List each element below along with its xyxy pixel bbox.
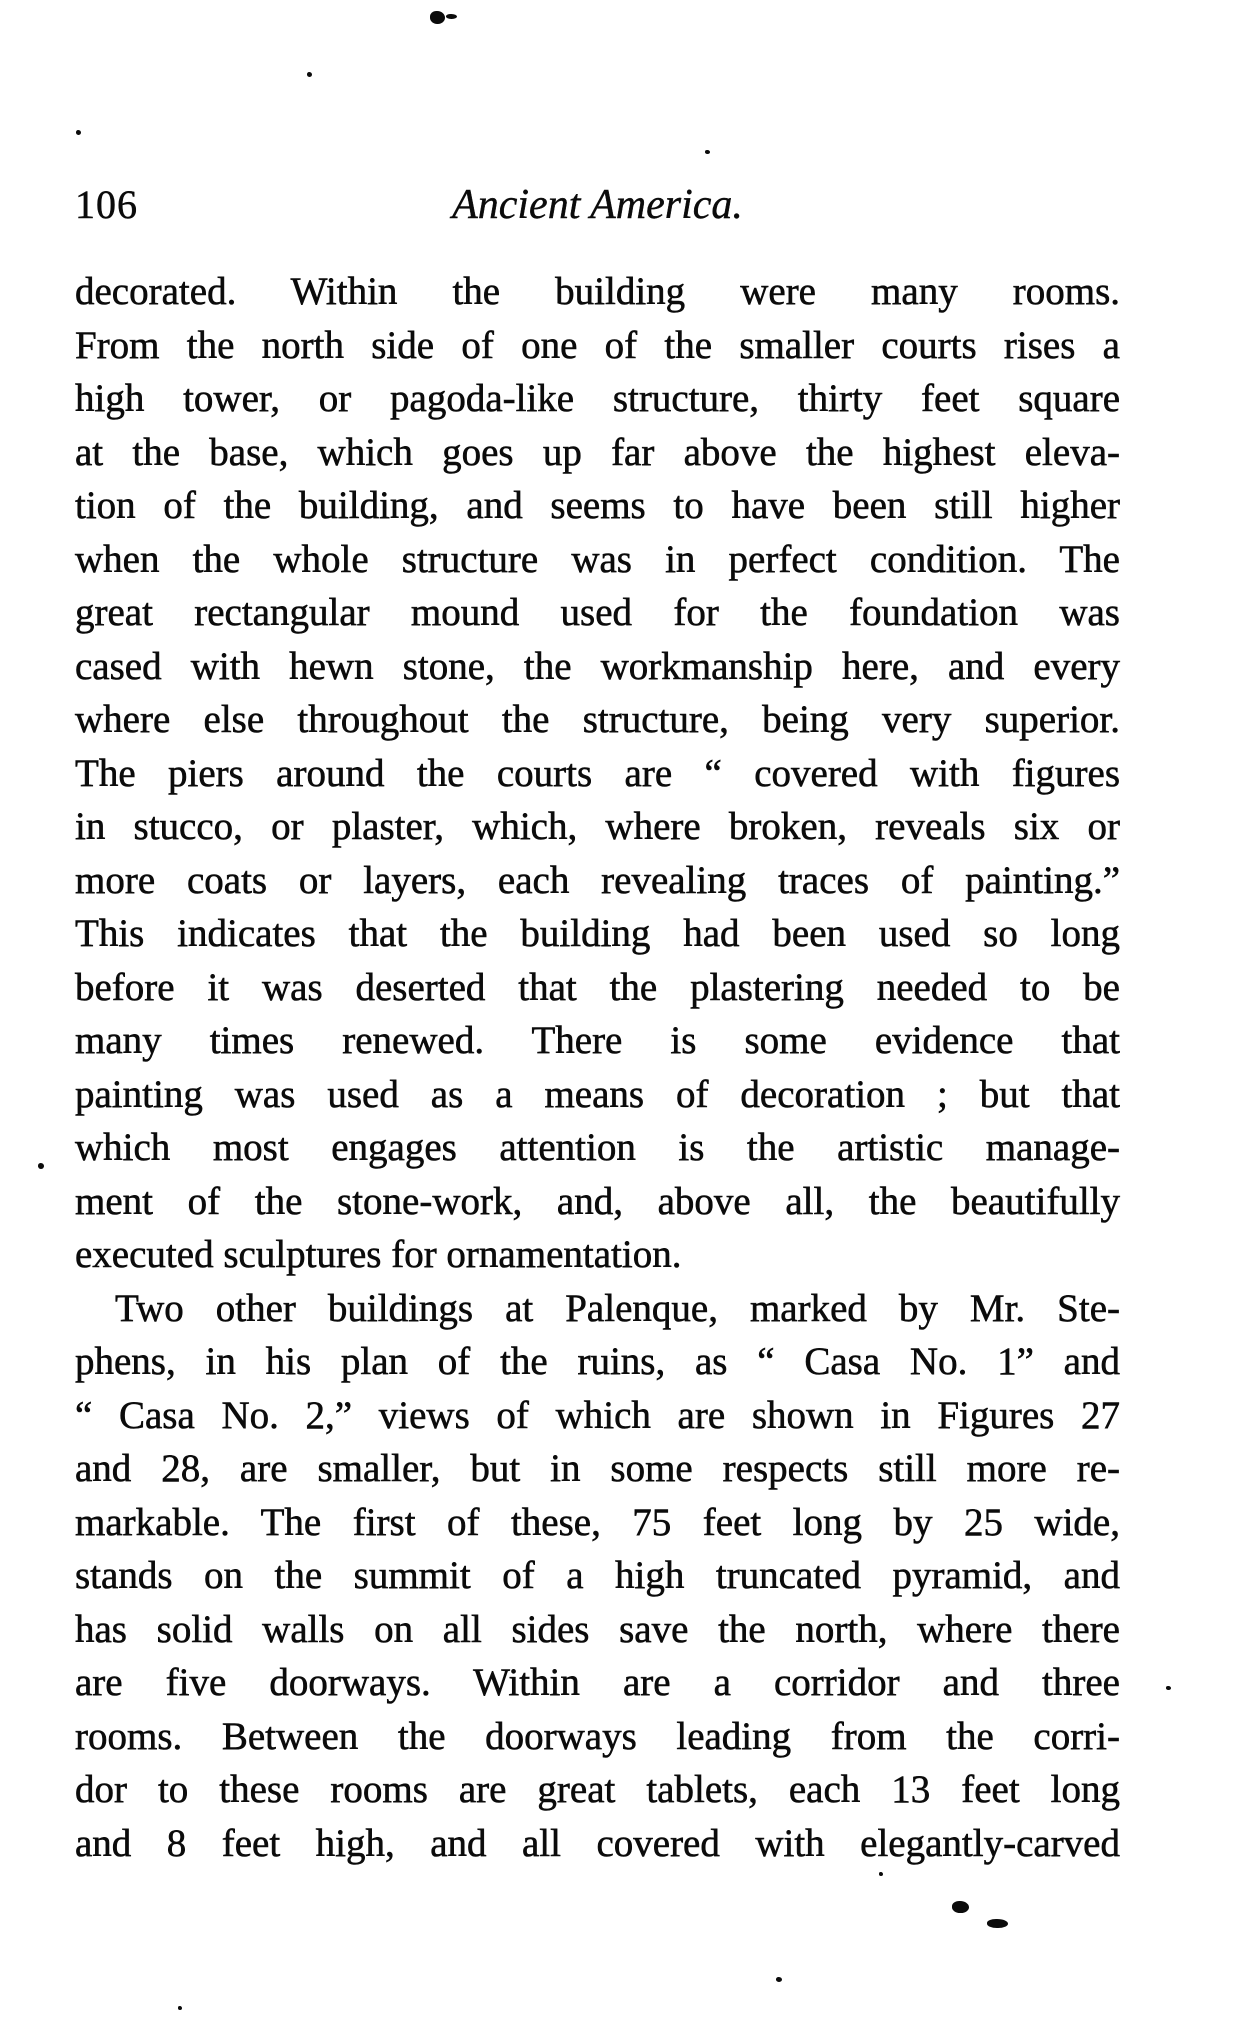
ink-speck (38, 1163, 44, 1169)
running-title: Ancient America. (452, 182, 743, 228)
text-line: rooms. Between the doorways leading from the corri- (75, 1714, 1120, 1758)
ink-speck (705, 150, 710, 154)
ink-speck (430, 11, 445, 24)
text-line: and 8 feet high, and all covered with elegantly-carved (75, 1821, 1120, 1865)
text-line: Two other buildings at Palenque, marked by Mr. Ste- (115, 1286, 1120, 1330)
text-line: The piers around the courts are “ covered with figures (75, 751, 1120, 795)
ink-speck (776, 1977, 782, 1982)
text-line: phens, in his plan of the ruins, as “ Casa No. 1” and (75, 1340, 1120, 1383)
ink-speck (178, 2006, 182, 2010)
text-line: stands on the summit of a high truncated pyramid, and (75, 1554, 1120, 1597)
text-line: great rectangular mound used for the foundation was (75, 591, 1120, 634)
text-line: before it was deserted that the plastering needed to be (75, 965, 1120, 1009)
text-line: and 28, are smaller, but in some respects still more re- (75, 1447, 1120, 1490)
text-line: markable. The first of these, 75 feet long by 25 wide, (75, 1500, 1120, 1544)
text-line: when the whole structure was in perfect condition. The (75, 537, 1120, 581)
text-line: dor to these rooms are great tablets, each 13 feet long (75, 1768, 1120, 1811)
ink-speck (307, 72, 312, 77)
text-line: tion of the building, and seems to have been still higher (75, 484, 1120, 527)
text-line: cased with hewn stone, the workmanship here, and every (75, 644, 1120, 688)
text-line: has solid walls on all sides save the north, where there (75, 1607, 1120, 1651)
text-line: This indicates that the building had been used so long (75, 912, 1120, 955)
text-line: which most engages attention is the artistic manage- (75, 1126, 1120, 1169)
text-line: in stucco, or plaster, which, where broken, reveals six or (75, 805, 1120, 848)
text-line: where else throughout the structure, being very superior. (75, 698, 1120, 741)
text-line: executed sculptures for ornamentation. (75, 1233, 682, 1276)
text-line: “ Casa No. 2,” views of which are shown in Figures 27 (75, 1393, 1120, 1437)
text-line: decorated. Within the building were many rooms. (75, 270, 1120, 313)
page-number: 106 (75, 182, 138, 227)
page-header (75, 182, 1120, 232)
text-line: many times renewed. There is some evidence that (75, 1019, 1120, 1062)
text-line: more coats or layers, each revealing traces of painting.” (75, 858, 1120, 902)
text-line: at the base, which goes up far above the highest eleva- (75, 430, 1120, 474)
ink-speck (76, 130, 81, 135)
ink-speck (1166, 1686, 1171, 1690)
text-line: ment of the stone-work, and, above all, the beautifully (75, 1179, 1120, 1223)
page-body-text (75, 265, 1120, 1870)
text-line: From the north side of one of the smaller courts rises a (75, 323, 1120, 367)
ink-speck (987, 1919, 1008, 1928)
text-line: are five doorways. Within are a corridor and three (75, 1661, 1120, 1704)
text-line: high tower, or pagoda-like structure, thirty feet square (75, 377, 1120, 420)
text-line: painting was used as a means of decoration ; but that (75, 1072, 1120, 1116)
ink-speck (879, 1872, 883, 1876)
ink-speck (446, 14, 457, 19)
ink-speck (952, 1901, 969, 1913)
